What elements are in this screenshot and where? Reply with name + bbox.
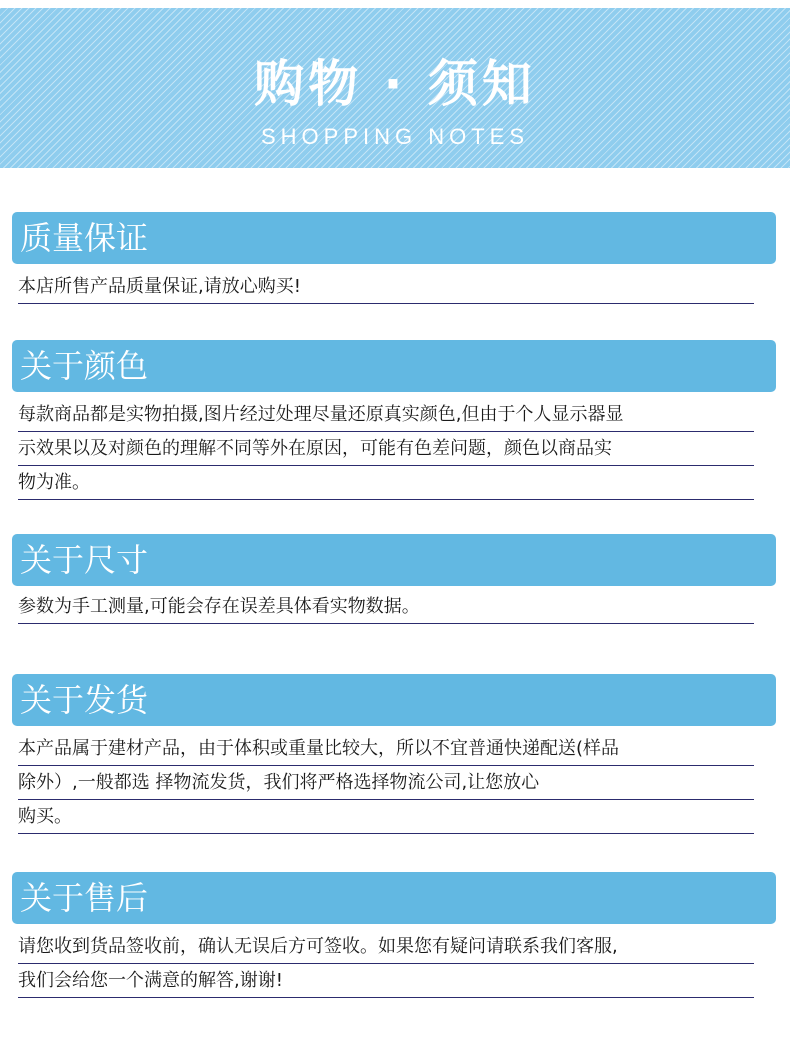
text-line: 请您收到货品签收前，确认无误后方可签收。如果您有疑问请联系我们客服, (18, 930, 754, 964)
text-line: 参数为手工测量,可能会存在误差具体看实物数据。 (18, 590, 754, 624)
text-line: 示效果以及对颜色的理解不同等外在原因，可能有色差问题，颜色以商品实 (18, 432, 754, 466)
banner-subtitle: SHOPPING NOTES (260, 124, 530, 149)
section-heading-shipping: 关于发货 (12, 674, 776, 726)
section-body-after-sales (18, 930, 754, 998)
header-banner (0, 8, 790, 168)
text-line: 本店所售产品质量保证,请放心购买! (18, 270, 754, 304)
section-body-color (18, 398, 754, 500)
text-line: 我们会给您一个满意的解答,谢谢! (18, 964, 754, 998)
section-body-size (18, 590, 754, 624)
section-heading-size: 关于尺寸 (12, 534, 776, 586)
section-heading-color: 关于颜色 (12, 340, 776, 392)
text-line: 物为准。 (18, 466, 754, 500)
section-body-shipping (18, 732, 754, 834)
text-line: 除外）,一般都选 择物流发货，我们将严格选择物流公司,让您放心 (18, 766, 754, 800)
section-body-quality (18, 270, 754, 304)
section-heading-quality: 质量保证 (12, 212, 776, 264)
section-heading-after-sales: 关于售后 (12, 872, 776, 924)
text-line: 每款商品都是实物拍摄,图片经过处理尽量还原真实颜色,但由于个人显示器显 (18, 398, 754, 432)
banner-title: 购物 · 须知 (254, 55, 536, 113)
text-line: 本产品属于建材产品，由于体积或重量比较大，所以不宜普通快递配送(样品 (18, 732, 754, 766)
text-line: 购买。 (18, 800, 754, 834)
